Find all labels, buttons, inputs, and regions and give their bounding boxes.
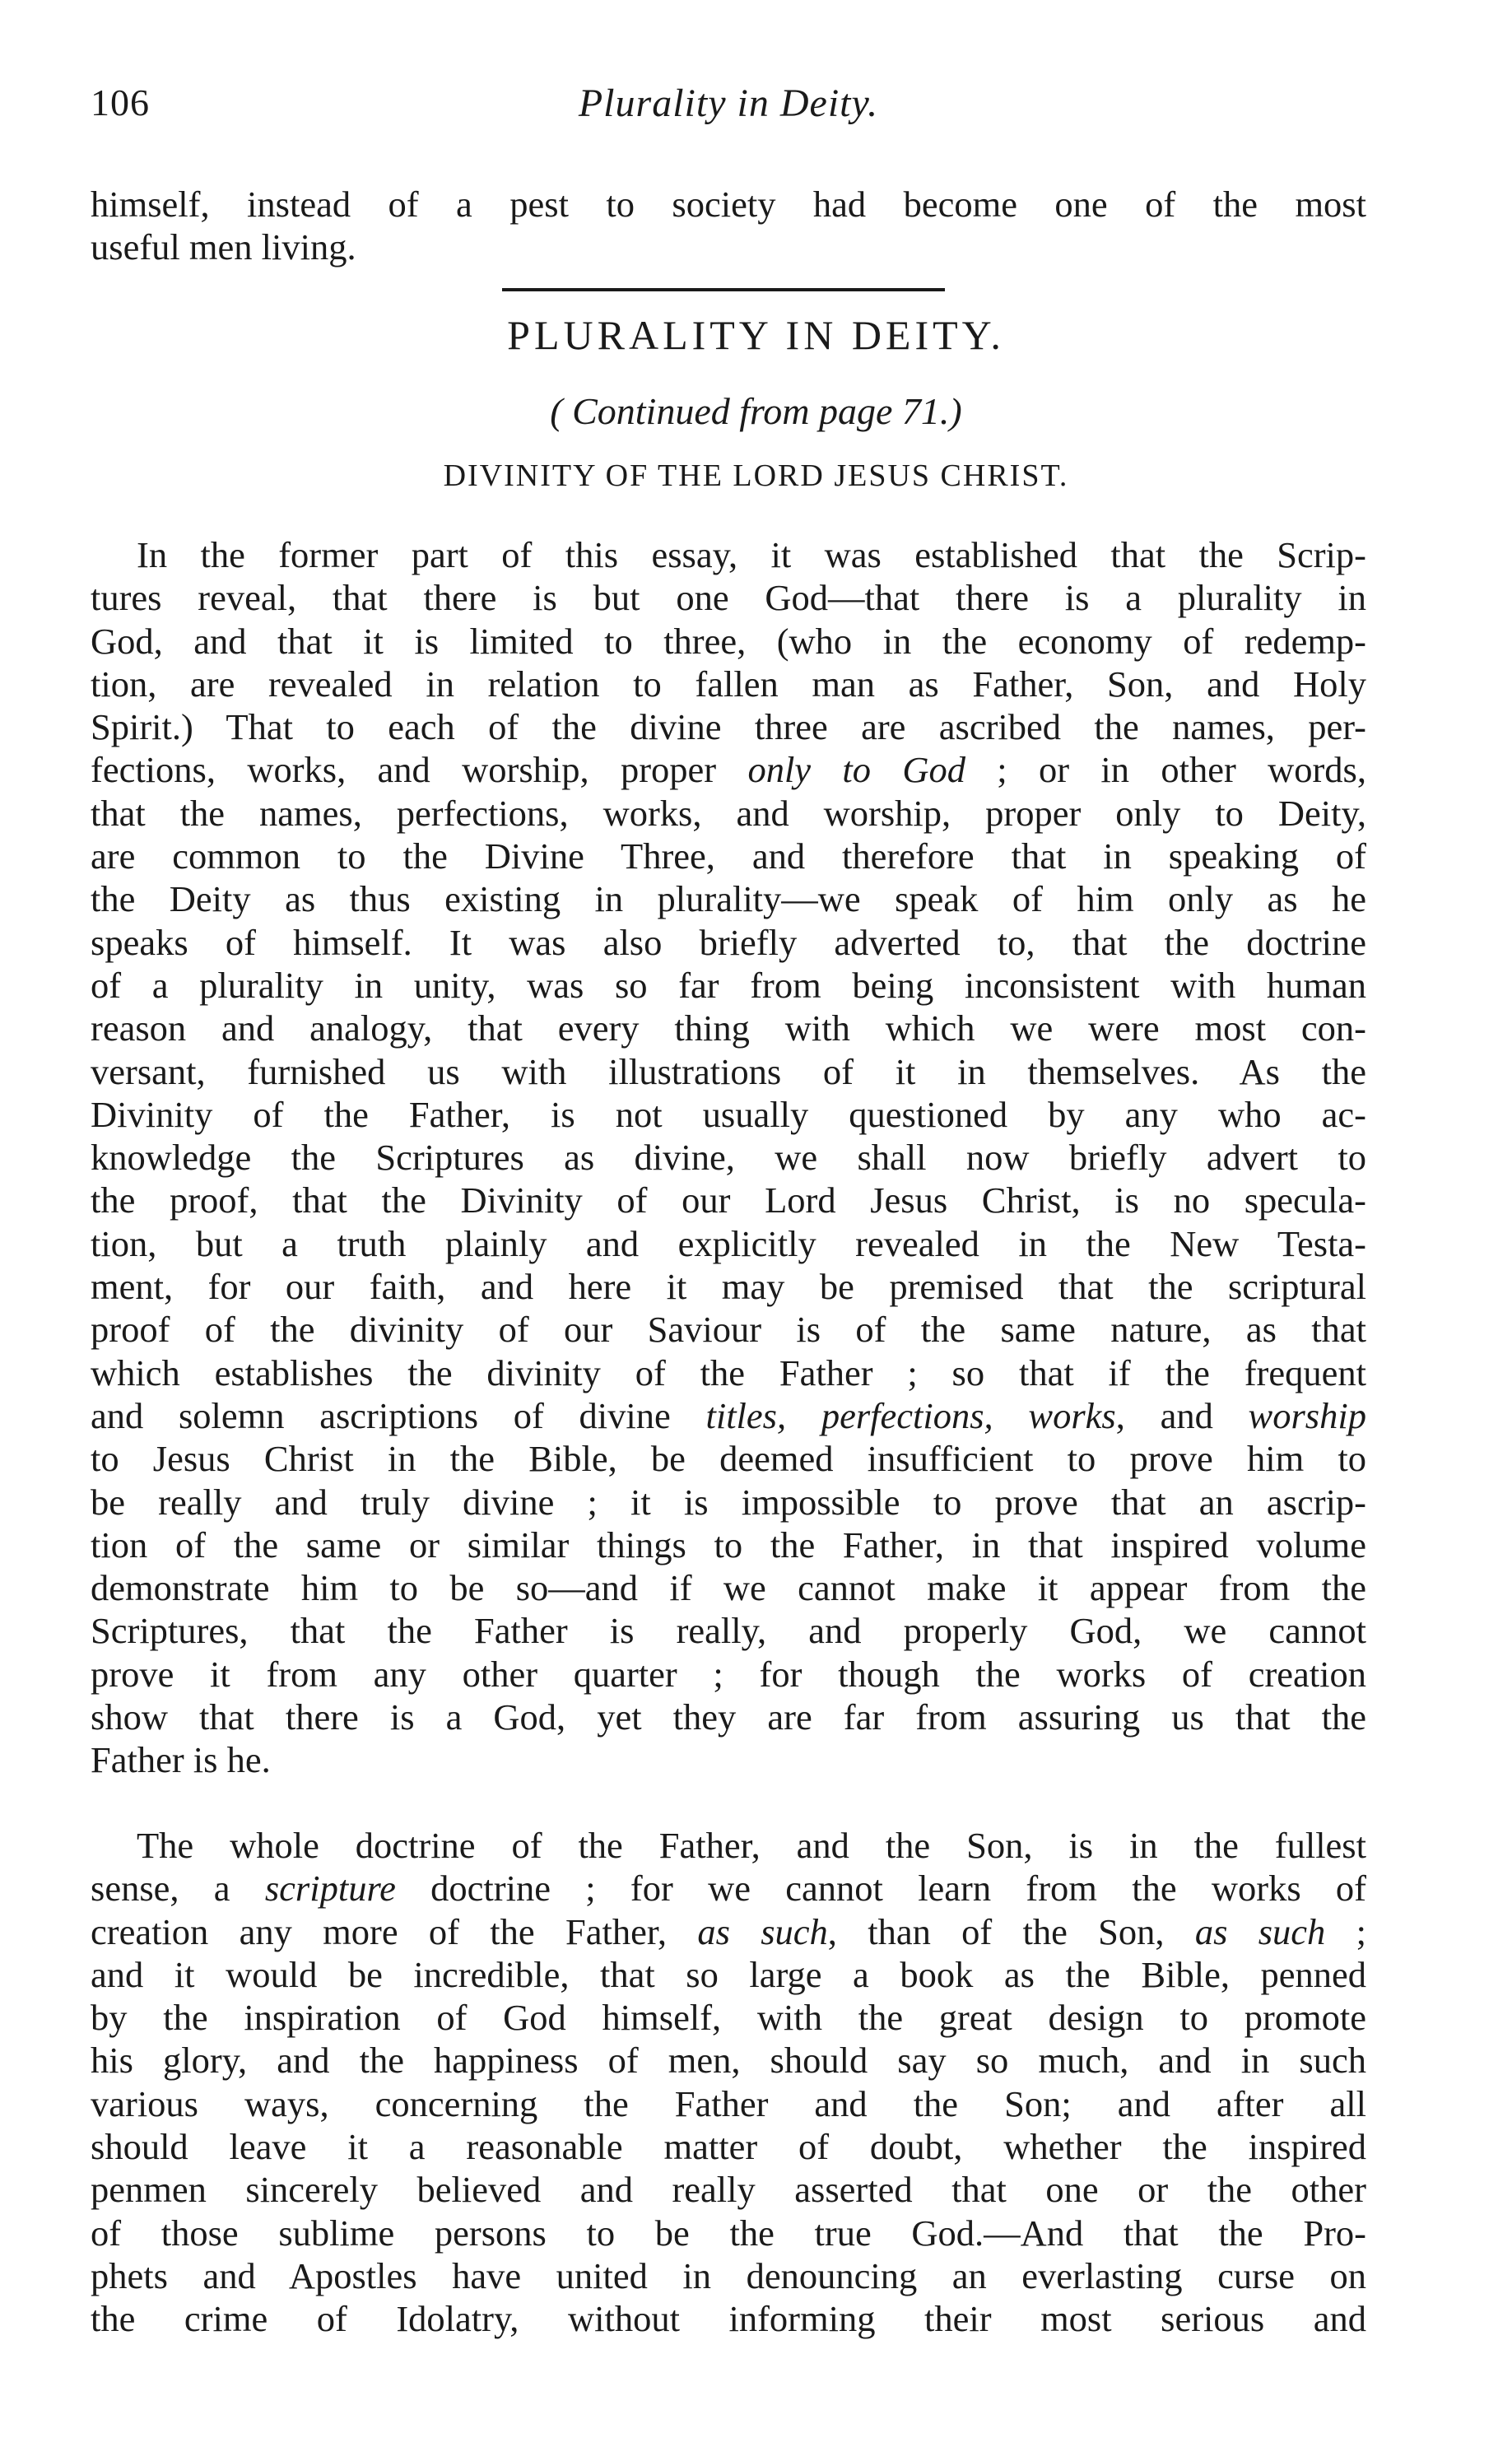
- text-line: tion, but a truth plainly and explicitly revealed in the New Testa-: [91, 1222, 1366, 1264]
- text-line: proof of the divinity of our Saviour is of the same nature, as that: [91, 1309, 1366, 1351]
- text-line: to Jesus Christ in the Bible, be deemed insufficient to prove him to: [91, 1438, 1366, 1480]
- text-line: that the names, perfections, works, and worship, proper only to Deity,: [91, 792, 1366, 834]
- text-line: Scriptures, that the Father is really, and properly God, we cannot: [91, 1610, 1366, 1652]
- text-line: [91, 1910, 1366, 1953]
- emphasis: scripture: [264, 1868, 396, 1910]
- text-line: penmen sincerely believed and really asserted that one or the other: [91, 2169, 1366, 2211]
- emphasis: worship: [1248, 1394, 1366, 1436]
- text-line: should leave it a reasonable matter of doubt, whether the inspired: [91, 2126, 1366, 2168]
- text-segment: ;: [1325, 1910, 1366, 1952]
- text-line: reason and analogy, that every thing with which we were most con-: [91, 1007, 1366, 1049]
- text-line: ment, for our faith, and here it may be premised that the scriptural: [91, 1266, 1366, 1308]
- paragraph-1: [91, 533, 1366, 1782]
- text-segment: ; or in other words,: [997, 749, 1366, 791]
- text-segment: fections, works, and worship, proper: [91, 749, 748, 791]
- text-line: show that there is a God, yet they are far from assuring us that the: [91, 1696, 1366, 1738]
- text-line: and it would be incredible, that so large a book as the Bible, penned: [91, 1953, 1366, 1995]
- text-line: [91, 1867, 1366, 1910]
- running-title: Plurality in Deity.: [578, 81, 879, 125]
- text-segment: creation any more of the Father,: [91, 1910, 698, 1952]
- text-line: are common to the Divine Three, and therefore that in speaking of: [91, 835, 1366, 877]
- text-line: speaks of himself. It was also briefly adverted to, that the doctrine: [91, 921, 1366, 963]
- text-line: In the former part of this essay, it was established that the Scrip-: [137, 534, 1366, 575]
- text-line: his glory, and the happiness of men, should say so much, and in such: [91, 2040, 1366, 2082]
- section-heading: DIVINITY OF THE LORD JESUS CHRIST.: [443, 458, 1069, 493]
- text-segment: , and: [1115, 1394, 1249, 1436]
- section-divider: [502, 288, 945, 291]
- text-line: the crime of Idolatry, without informing their most serious and: [91, 2298, 1366, 2340]
- text-line: Spirit.) That to each of the divine three are ascribed the names, per-: [91, 706, 1366, 748]
- paragraph-2: [91, 1824, 1366, 2341]
- text-line: the proof, that the Divinity of our Lord Jesus Christ, is no specula-: [91, 1179, 1366, 1221]
- text-line: be really and truly divine ; it is impossible to prove that an ascrip-: [91, 1481, 1366, 1523]
- text-line: Divinity of the Father, is not usually questioned by any who ac-: [91, 1093, 1366, 1135]
- text-line: tion of the same or similar things to the Father, in that inspired volume: [91, 1524, 1366, 1565]
- text-line: of a plurality in unity, was so far from being inconsistent with human: [91, 964, 1366, 1006]
- text-line: versant, furnished us with illustrations of it in themselves. As the: [91, 1050, 1366, 1092]
- emphasis: as such: [697, 1910, 828, 1952]
- carry-over-text: [91, 183, 1366, 269]
- text-line: by the inspiration of God himself, with the great design to promote: [91, 1997, 1366, 2039]
- text-line: The whole doctrine of the Father, and the Son, is in the fullest: [137, 1825, 1366, 1866]
- text-line: tures reveal, that there is but one God—that there is a plurality in: [91, 577, 1366, 619]
- text-line: [91, 1394, 1366, 1437]
- text-segment: , than of the Son,: [827, 1910, 1195, 1952]
- article-title: PLURALITY IN DEITY.: [507, 312, 1005, 358]
- text-line: phets and Apostles have united in denouncing an everlasting curse on: [91, 2254, 1366, 2296]
- text-line: the Deity as thus existing in plurality—we speak of him only as he: [91, 878, 1366, 920]
- text-line: knowledge the Scriptures as divine, we shall now briefly advert to: [91, 1137, 1366, 1179]
- text-line: useful men living.: [91, 226, 356, 268]
- text-line: which establishes the divinity of the Father ; so that if the frequent: [91, 1351, 1366, 1393]
- text-line: God, and that it is limited to three, (who in the economy of redemp-: [91, 620, 1366, 662]
- text-line: various ways, concerning the Father and the Son; and after all: [91, 2082, 1366, 2124]
- continued-note: ( Continued from page 71.): [550, 390, 962, 432]
- emphasis: only to God: [747, 749, 965, 791]
- text-line: prove it from any other quarter ; for though the works of creation: [91, 1653, 1366, 1695]
- text-line: tion, are revealed in relation to fallen man as Father, Son, and Holy: [91, 663, 1366, 705]
- emphasis: as such: [1194, 1910, 1326, 1952]
- text-line: [91, 748, 1366, 791]
- text-line: himself, instead of a pest to society had become one of the most: [91, 184, 1366, 225]
- text-segment: and solemn ascriptions of divine: [91, 1394, 706, 1436]
- text-line: Father is he.: [91, 1739, 271, 1781]
- page-number: 106: [91, 81, 150, 123]
- text-segment: sense, a: [91, 1868, 265, 1910]
- emphasis: titles, perfections, works: [705, 1394, 1116, 1436]
- text-line: demonstrate him to be so—and if we cannot make it appear from the: [91, 1567, 1366, 1609]
- running-head: [91, 81, 1366, 138]
- text-line: of those sublime persons to be the true God.—And that the Pro-: [91, 2212, 1366, 2254]
- text-segment: doctrine ; for we cannot learn from the works of: [395, 1868, 1367, 1910]
